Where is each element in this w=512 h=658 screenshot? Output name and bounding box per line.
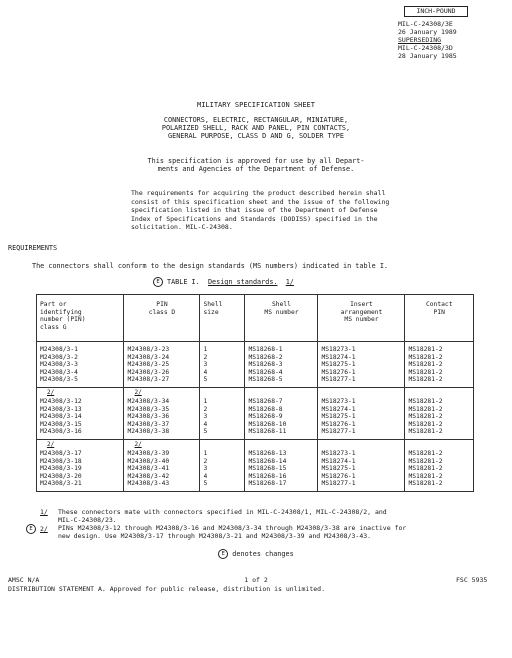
shell-size-cell: 5 — [200, 480, 245, 491]
amsc-label: AMSC N/A — [8, 576, 40, 584]
shell-size-cell: 2 — [200, 458, 245, 466]
note-line: PINs M24308/3-12 through M24308/3-16 and M24308/3-34 through M24308/3-38 are inactive for — [58, 524, 407, 532]
header-shell-size — [200, 295, 245, 342]
table-row — [37, 342, 474, 354]
shell-size-cell: 1 — [200, 398, 245, 406]
contact-pin-cell: MS18281-2 — [405, 428, 474, 439]
group-note-cell — [37, 439, 124, 450]
contact-pin-cell: MS18281-2 — [405, 354, 474, 362]
table-row — [37, 354, 474, 362]
pin-class-d-cell: M24308/3-25 — [124, 361, 200, 369]
subtitle-line: CONNECTORS, ELECTRIC, RECTANGULAR, MINIATURE, — [163, 116, 349, 124]
contact-pin-cell: MS18281-2 — [405, 398, 474, 406]
group-note-row — [37, 387, 474, 398]
contact-pin-cell: MS18281-2 — [405, 369, 474, 377]
part-number-cell: M24308/3-17 — [37, 450, 124, 458]
part-number-cell: M24308/3-19 — [37, 465, 124, 473]
doc-number: MIL-C-24308/3E — [398, 20, 453, 28]
table-row — [37, 480, 474, 491]
contact-pin-cell: MS18281-2 — [405, 450, 474, 458]
note-line: new design. Use M24308/3-17 through M24308/3-21 and M24308/3-39 and M24308/3-43. — [58, 532, 372, 540]
contact-pin-cell: MS18281-2 — [405, 465, 474, 473]
table-row — [37, 458, 474, 466]
part-number-cell: M24308/3-21 — [37, 480, 124, 491]
insert-ms-cell: MS18274-1 — [318, 458, 405, 466]
table-title — [153, 277, 294, 287]
header-line: identifying — [40, 308, 82, 316]
note-2 — [26, 524, 480, 540]
shell-ms-cell: MS18268-15 — [245, 465, 318, 473]
shell-ms-cell: MS18268-16 — [245, 473, 318, 481]
group-note-cell — [200, 439, 245, 450]
group-note-cell — [405, 439, 474, 450]
shell-size-cell: 3 — [200, 361, 245, 369]
header-line: class D — [148, 308, 176, 316]
part-number-cell: M24308/3-15 — [37, 421, 124, 429]
insert-ms-cell: MS18276-1 — [318, 369, 405, 377]
spec-subtitle — [0, 116, 512, 140]
pin-class-d-cell: M24308/3-38 — [124, 428, 200, 439]
page-number: 1 of 2 — [244, 576, 268, 584]
contact-pin-cell: MS18281-2 — [405, 376, 474, 387]
shell-ms-cell: MS18268-10 — [245, 421, 318, 429]
header-line: PIN — [156, 301, 168, 308]
shell-size-cell: 4 — [200, 473, 245, 481]
doc-date: 26 January 1989 — [398, 28, 457, 36]
insert-ms-cell: MS18277-1 — [318, 480, 405, 491]
shell-ms-cell: MS18268-8 — [245, 406, 318, 414]
paragraph-line: The requirements for acquiring the product described herein shall — [131, 189, 386, 197]
superseded-number: MIL-C-24308/3D — [398, 44, 453, 52]
change-marker-icon: E — [26, 524, 36, 534]
paragraph-line: solicitation. MIL-C-24308. — [131, 223, 233, 232]
group-note-cell — [245, 387, 318, 398]
insert-ms-cell: MS18276-1 — [318, 421, 405, 429]
subtitle-line: POLARIZED SHELL, RACK AND PANEL, PIN CONTACTS, — [161, 124, 351, 132]
approval-line: ments and Agencies of the Department of Defense. — [157, 165, 355, 173]
part-number-cell: M24308/3-14 — [37, 413, 124, 421]
shell-size-cell: 3 — [200, 413, 245, 421]
group-note-ref: 2/ — [47, 440, 55, 448]
table-row — [37, 421, 474, 429]
shell-ms-cell: MS18268-2 — [245, 354, 318, 362]
table-row — [37, 406, 474, 414]
shell-ms-cell: MS18268-17 — [245, 480, 318, 491]
insert-ms-cell: MS18273-1 — [318, 398, 405, 406]
denotes-changes — [0, 549, 512, 559]
table-header-row — [37, 295, 474, 342]
part-number-cell: M24308/3-4 — [37, 369, 124, 377]
contact-pin-cell: MS18281-2 — [405, 361, 474, 369]
header-line: Part or — [40, 301, 67, 308]
insert-ms-cell: MS18274-1 — [318, 354, 405, 362]
header-line: class G — [40, 323, 67, 331]
pin-class-d-cell: M24308/3-34 — [124, 398, 200, 406]
contact-pin-cell: MS18281-2 — [405, 458, 474, 466]
header-insert-arrangement — [318, 295, 405, 342]
approval-line: This specification is approved for use by all Depart- — [147, 157, 365, 165]
table-row — [37, 413, 474, 421]
shell-ms-cell: MS18268-3 — [245, 361, 318, 369]
group-note-cell — [124, 387, 200, 398]
part-number-cell: M24308/3-12 — [37, 398, 124, 406]
shell-ms-cell: MS18268-14 — [245, 458, 318, 466]
group-note-cell — [405, 387, 474, 398]
shell-ms-cell: MS18268-1 — [245, 342, 318, 354]
header-part-number — [37, 295, 124, 342]
change-marker-icon: E — [218, 549, 228, 559]
fsc-code: FSC 5935 — [456, 576, 488, 584]
note-line: MIL-C-24308/23. — [58, 516, 117, 524]
subtitle-line: GENERAL PURPOSE, CLASS D AND G, SOLDER TYPE — [168, 132, 344, 140]
pin-class-d-cell: M24308/3-23 — [124, 342, 200, 354]
shell-size-cell: 4 — [200, 421, 245, 429]
table-caption: Design standards. — [207, 278, 278, 286]
table-row — [37, 450, 474, 458]
paragraph-line: Index of Specifications and Standards (DODISS) specified in the — [131, 214, 378, 223]
pin-class-d-cell: M24308/3-39 — [124, 450, 200, 458]
header-line: size — [203, 308, 219, 316]
pin-class-d-cell: M24308/3-26 — [124, 369, 200, 377]
group-note-ref: 2/ — [134, 440, 142, 448]
insert-ms-cell: MS18276-1 — [318, 473, 405, 481]
design-standards-table — [36, 294, 474, 492]
change-marker-icon: E — [153, 277, 163, 287]
note-key: 1/ — [40, 508, 48, 516]
shell-size-cell: 1 — [200, 450, 245, 458]
paragraph-line: specification listed in that issue of the Department of Defense — [131, 206, 378, 215]
part-number-cell: M24308/3-1 — [37, 342, 124, 354]
page-title: MILITARY SPECIFICATION SHEET — [196, 101, 315, 109]
part-number-cell: M24308/3-13 — [37, 406, 124, 414]
contact-pin-cell: MS18281-2 — [405, 413, 474, 421]
table-label: TABLE I. — [167, 278, 200, 286]
header-line: Shell — [271, 301, 291, 308]
note-key-wrap — [26, 524, 58, 540]
insert-ms-cell: MS18277-1 — [318, 376, 405, 387]
shell-ms-cell: MS18268-9 — [245, 413, 318, 421]
shell-size-cell: 4 — [200, 369, 245, 377]
contact-pin-cell: MS18281-2 — [405, 406, 474, 414]
group-note-row — [37, 439, 474, 450]
pin-class-d-cell: M24308/3-27 — [124, 376, 200, 387]
table-row — [37, 398, 474, 406]
table-row — [37, 376, 474, 387]
pin-class-d-cell: M24308/3-37 — [124, 421, 200, 429]
header-line: arrangement — [340, 308, 383, 316]
header-line: Insert — [350, 301, 373, 308]
shell-size-cell: 2 — [200, 354, 245, 362]
table-row — [37, 428, 474, 439]
superseding-label: SUPERSEDING — [398, 36, 442, 44]
shell-ms-cell: MS18268-5 — [245, 376, 318, 387]
contact-pin-cell: MS18281-2 — [405, 342, 474, 354]
note-line: These connectors mate with connectors specified in MIL-C-24308/1, MIL-C-24308/2, and — [58, 508, 387, 516]
header-line: Contact — [425, 301, 453, 308]
document-identifier — [398, 20, 508, 60]
insert-ms-cell: MS18277-1 — [318, 428, 405, 439]
table-row — [37, 361, 474, 369]
note-text — [58, 508, 387, 524]
shell-ms-cell: MS18268-11 — [245, 428, 318, 439]
superseded-date: 28 January 1985 — [398, 52, 457, 60]
part-number-cell: M24308/3-16 — [37, 428, 124, 439]
paragraph-line: consist of this specification sheet and the issue of the following — [131, 197, 390, 206]
distribution-statement: DISTRIBUTION STATEMENT A. Approved for public release, distribution is unlimited. — [8, 585, 325, 593]
pin-class-d-cell: M24308/3-40 — [124, 458, 200, 466]
denotes-text: denotes changes — [232, 550, 294, 558]
header-line: MS number — [264, 308, 299, 316]
shell-size-cell: 2 — [200, 406, 245, 414]
pin-class-d-cell: M24308/3-42 — [124, 473, 200, 481]
acquisition-paragraph — [131, 189, 391, 232]
header-line: Shell — [203, 301, 223, 308]
shell-ms-cell: MS18268-13 — [245, 450, 318, 458]
note-key: 2/ — [40, 525, 48, 533]
group-note-cell — [318, 439, 405, 450]
pin-class-d-cell: M24308/3-43 — [124, 480, 200, 491]
group-note-cell — [245, 439, 318, 450]
pin-class-d-cell: M24308/3-24 — [124, 354, 200, 362]
contact-pin-cell: MS18281-2 — [405, 421, 474, 429]
requirements-text: The connectors shall conform to the design standards (MS numbers) indicated in table I. — [32, 262, 389, 270]
table-row — [37, 465, 474, 473]
table-footnote-ref: 1/ — [285, 278, 294, 286]
insert-ms-cell: MS18273-1 — [318, 342, 405, 354]
contact-pin-cell: MS18281-2 — [405, 473, 474, 481]
header-contact-pin — [405, 295, 474, 342]
shell-ms-cell: MS18268-4 — [245, 369, 318, 377]
pin-class-d-cell: M24308/3-36 — [124, 413, 200, 421]
pin-class-d-cell: M24308/3-35 — [124, 406, 200, 414]
note-text — [58, 524, 406, 540]
header-line: number (PIN) — [40, 316, 86, 324]
header-line: PIN — [433, 308, 445, 316]
pin-class-d-cell: M24308/3-41 — [124, 465, 200, 473]
insert-ms-cell: MS18275-1 — [318, 413, 405, 421]
insert-ms-cell: MS18275-1 — [318, 361, 405, 369]
shell-ms-cell: MS18268-7 — [245, 398, 318, 406]
insert-ms-cell: MS18275-1 — [318, 465, 405, 473]
table-row — [37, 473, 474, 481]
header-shell-ms — [245, 295, 318, 342]
inch-pound-badge: INCH-POUND — [404, 6, 468, 17]
header-pin-class-d — [124, 295, 200, 342]
contact-pin-cell: MS18281-2 — [405, 480, 474, 491]
part-number-cell: M24308/3-2 — [37, 354, 124, 362]
group-note-cell — [124, 439, 200, 450]
group-note-cell — [37, 387, 124, 398]
part-number-cell: M24308/3-3 — [37, 361, 124, 369]
group-note-ref: 2/ — [47, 388, 55, 396]
part-number-cell: M24308/3-5 — [37, 376, 124, 387]
insert-ms-cell: MS18274-1 — [318, 406, 405, 414]
requirements-heading: REQUIREMENTS — [8, 244, 58, 252]
insert-ms-cell: MS18273-1 — [318, 450, 405, 458]
shell-size-cell: 1 — [200, 342, 245, 354]
table-row — [37, 369, 474, 377]
shell-size-cell: 5 — [200, 376, 245, 387]
table-notes — [29, 508, 480, 540]
note-1 — [40, 508, 480, 524]
part-number-cell: M24308/3-20 — [37, 473, 124, 481]
group-note-ref: 2/ — [134, 388, 142, 396]
group-note-cell — [200, 387, 245, 398]
shell-size-cell: 3 — [200, 465, 245, 473]
approval-statement — [0, 157, 512, 173]
shell-size-cell: 5 — [200, 428, 245, 439]
header-line: MS number — [344, 316, 379, 324]
table-body — [37, 342, 474, 492]
part-number-cell: M24308/3-18 — [37, 458, 124, 466]
group-note-cell — [318, 387, 405, 398]
